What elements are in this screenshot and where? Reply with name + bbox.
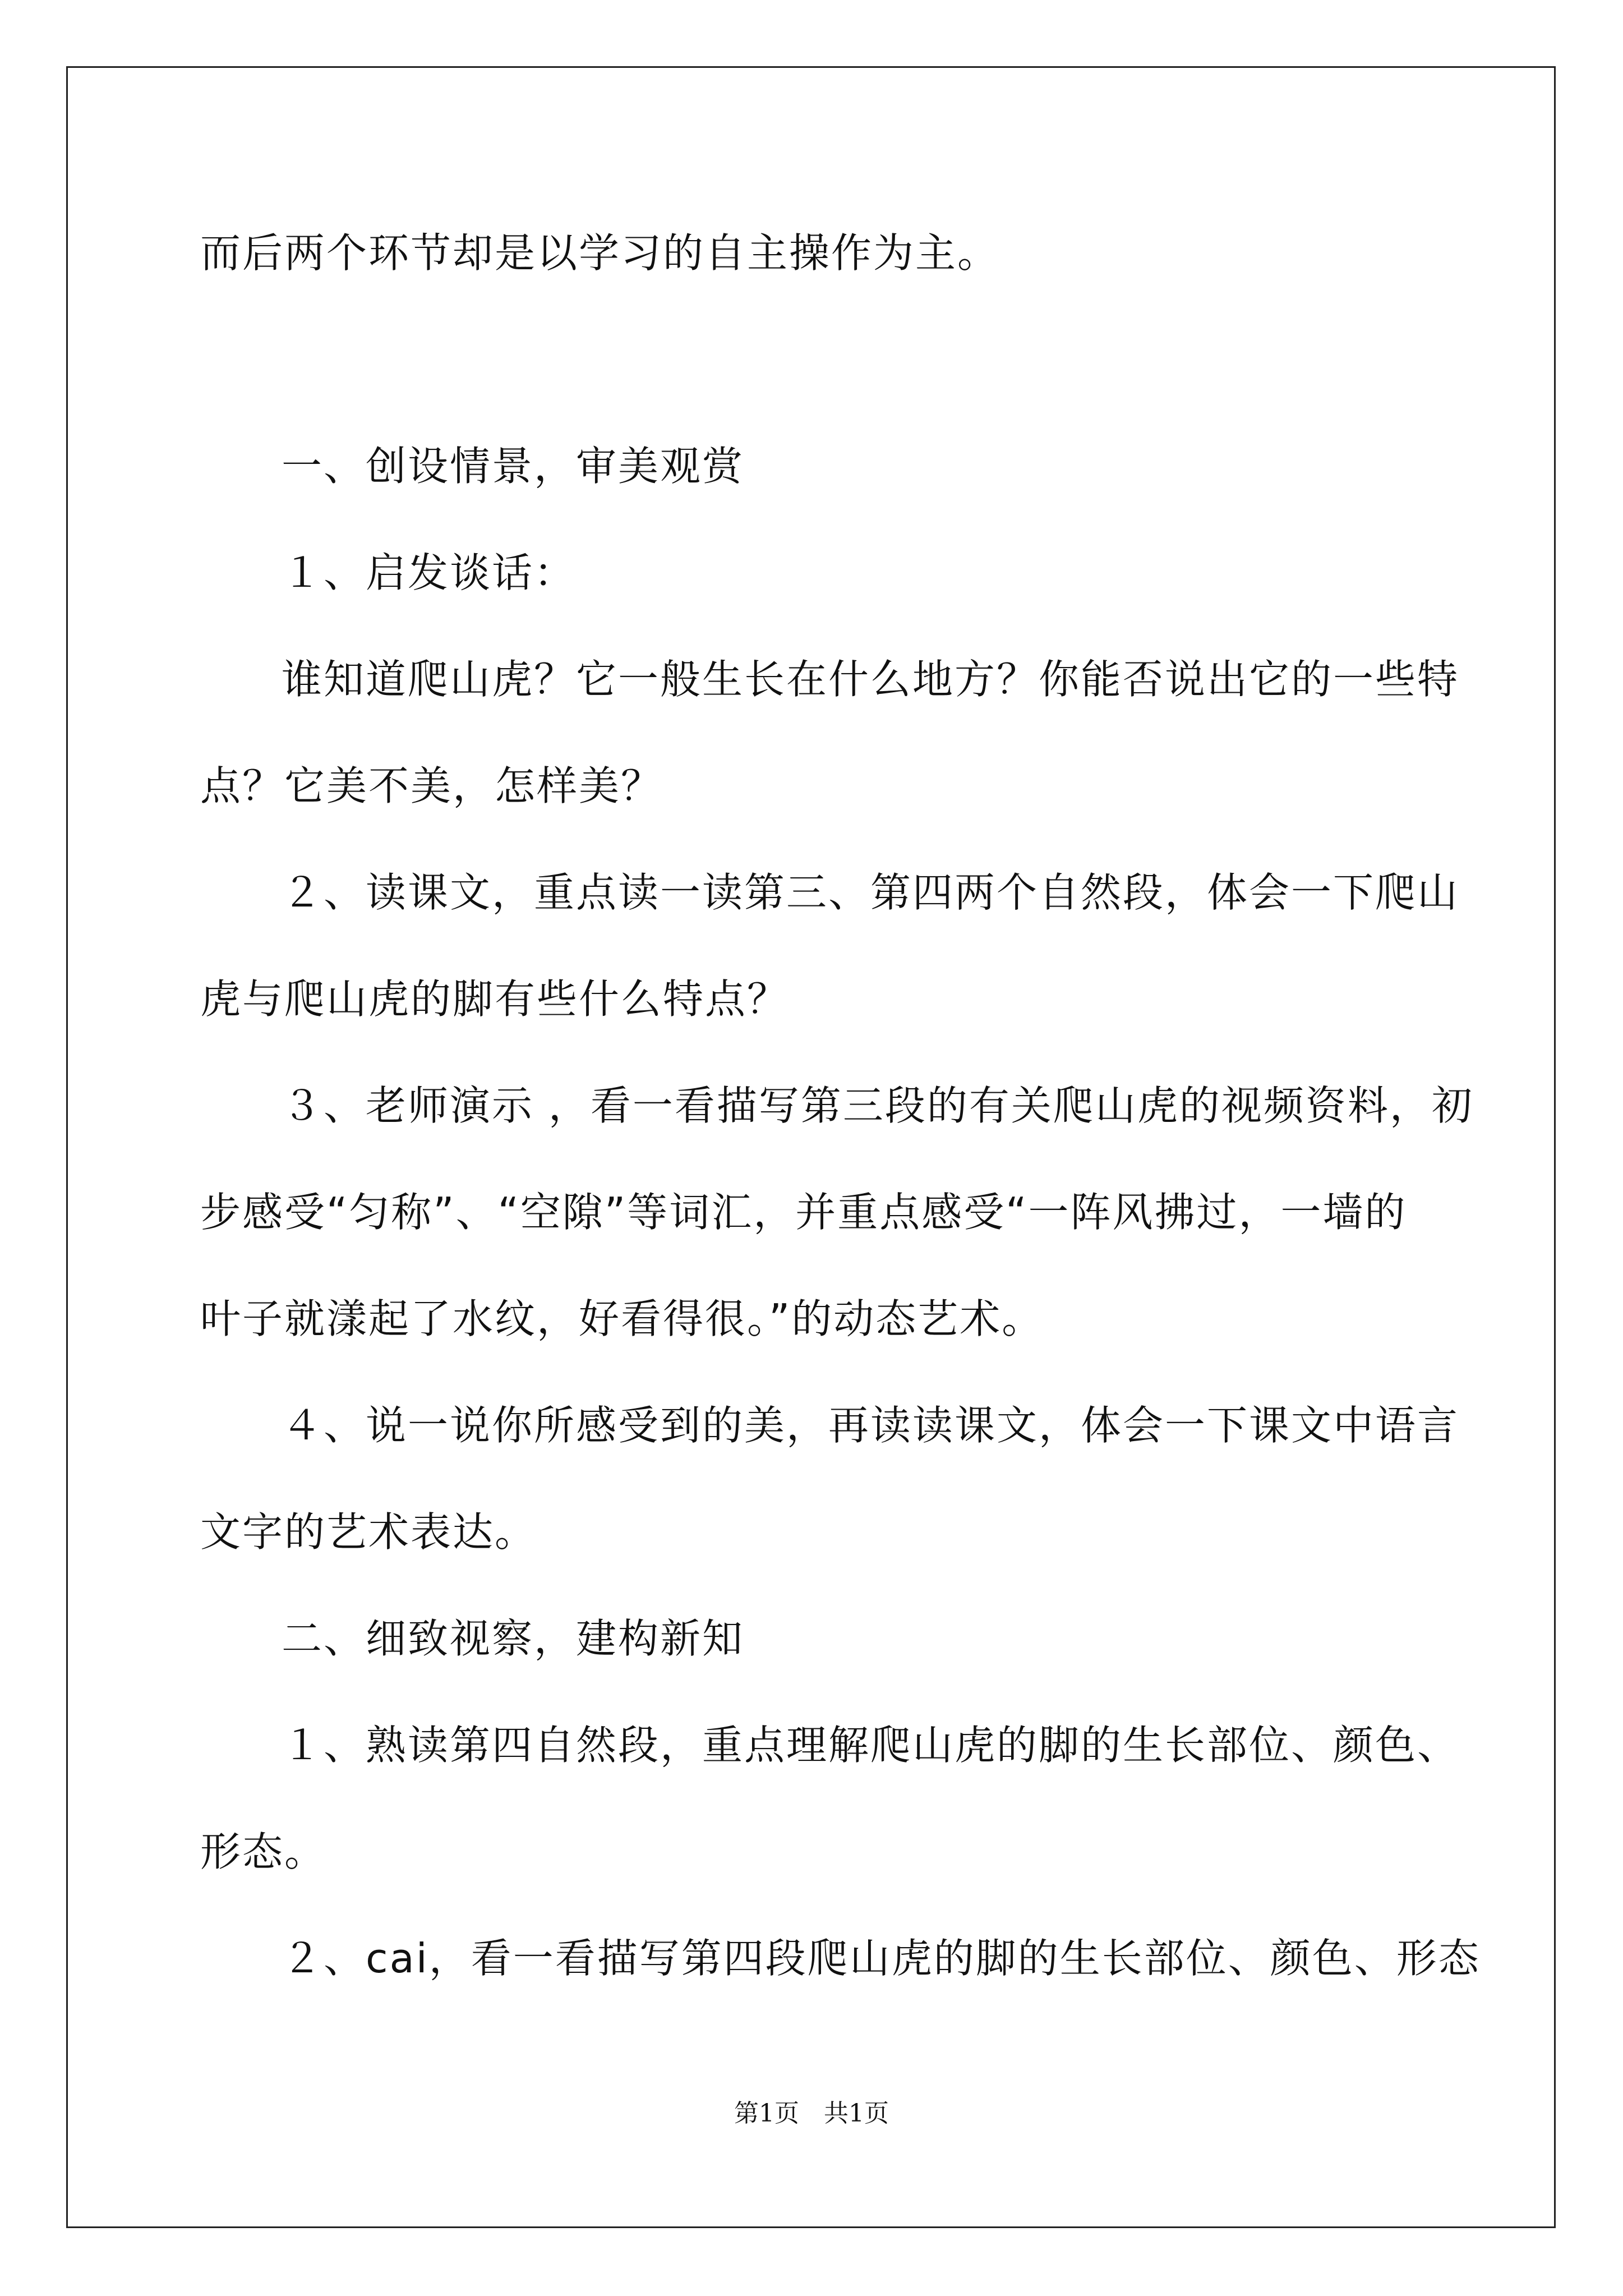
text-line-5: 点？它美不美，怎样美？	[200, 762, 663, 809]
text-line-1: 而后两个环节却是以学习的自主操作为主。	[200, 229, 1000, 277]
text-line-3: １、启发谈话：	[282, 549, 577, 596]
text-line-10: 叶子就漾起了水纹，好看得很。”的动态艺术。	[200, 1295, 1044, 1342]
text-line-11: ４、说一说你所感受到的美，再读读课文，体会一下课文中语言	[282, 1402, 1460, 1449]
text-line-14: １、熟读第四自然段，重点理解爬山虎的脚的生长部位、颜色、	[282, 1722, 1460, 1769]
text-line-4: 谁知道爬山虎？它一般生长在什么地方？你能否说出它的一些特	[282, 656, 1460, 703]
text-line-7: 虎与爬山虎的脚有些什么特点？	[200, 976, 790, 1023]
text-line-15: 形态。	[200, 1828, 327, 1875]
section-heading-1: 一、创设情景，审美观赏	[282, 443, 745, 490]
page-border	[66, 66, 1556, 2228]
text-line-9: 步感受“匀称”、“空隙”等词汇，并重点感受“一阵风拂过，一墙的	[200, 1189, 1407, 1236]
text-line-12: 文字的艺术表达。	[200, 1508, 537, 1556]
section-heading-2: 二、细致视察，建构新知	[282, 1615, 745, 1662]
text-line-16: ２、cai，看一看描写第四段爬山虎的脚的生长部位、颜色、形态	[282, 1935, 1481, 1982]
page-number-footer: 第1页 共1页	[734, 2099, 889, 2128]
text-line-8: ３、老师演示 ，看一看描写第三段的有关爬山虎的视频资料，初	[282, 1082, 1474, 1129]
text-line-6: ２、读课文，重点读一读第三、第四两个自然段，体会一下爬山	[282, 869, 1460, 916]
